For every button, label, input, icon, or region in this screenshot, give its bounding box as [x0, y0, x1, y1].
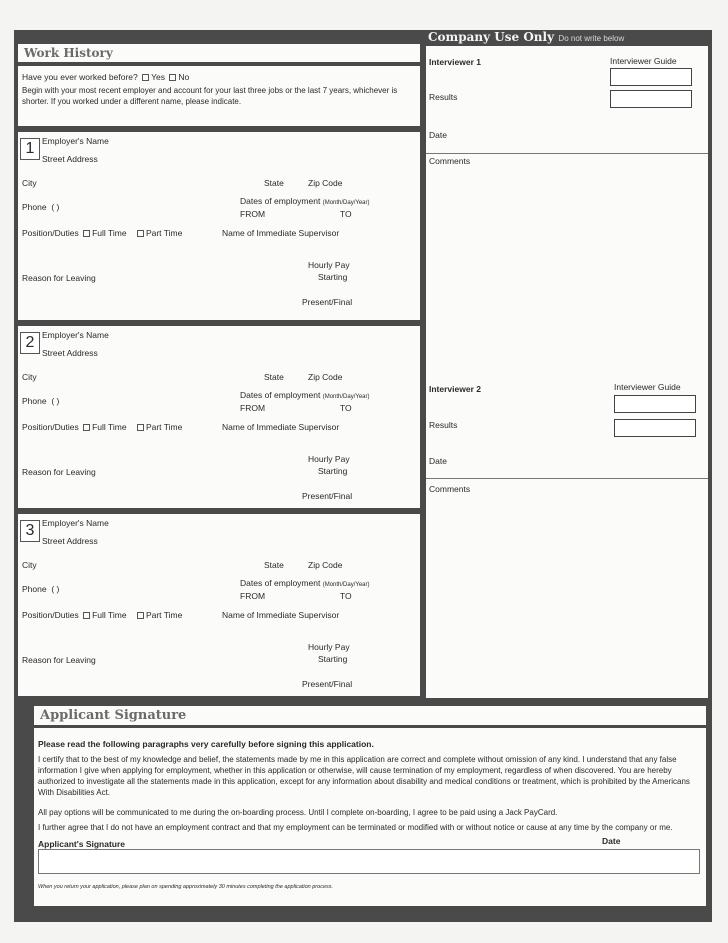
- interviewer-2-label: Interviewer 2: [429, 384, 481, 394]
- employer-name-label: Employer's Name: [42, 136, 109, 146]
- full-time-checkbox[interactable]: [83, 612, 90, 619]
- position-duties-label: Position/Duties Full Time Part Time: [22, 228, 183, 238]
- dates-of-employment-label: Dates of employment (Month/Day/Year): [240, 578, 370, 588]
- employer-number: 2: [20, 332, 40, 354]
- street-address-field[interactable]: [108, 534, 414, 546]
- work-history-instructions: Begin with your most recent employer and account for your last three jobs or the last 7 years, whichever is shorter. If you worked under a different name, please indicate.: [22, 86, 398, 106]
- from-label: FROM: [240, 591, 266, 601]
- employer-1-section: [18, 132, 420, 320]
- interviewer-1-results-box[interactable]: [610, 90, 692, 108]
- street-address-label: Street Address: [42, 348, 98, 358]
- state-label: State: [264, 178, 284, 188]
- hourly-pay-label: Hourly Pay: [308, 642, 350, 652]
- interviewer-2-results-box[interactable]: [614, 419, 696, 437]
- employment-contract-paragraph: I further agree that I do not have an employment contract and that my employment can be terminated or modified with or without notice or cause at any time by the company or me.: [38, 823, 673, 832]
- employer-3-section: [18, 514, 420, 696]
- part-time-checkbox[interactable]: [137, 612, 144, 619]
- starting-pay-label: Starting: [318, 654, 348, 664]
- position-duties-label: Position/Duties Full Time Part Time: [22, 422, 183, 432]
- reason-for-leaving-label: Reason for Leaving: [22, 655, 96, 665]
- interviewer-2-guide-box[interactable]: [614, 395, 696, 413]
- interviewer-1-date-label: Date: [429, 130, 447, 140]
- zip-code-label: Zip Code: [308, 178, 343, 188]
- starting-pay-label: Starting: [318, 272, 348, 282]
- street-address-field[interactable]: [108, 152, 414, 164]
- interviewer-2-results-label: Results: [429, 420, 458, 430]
- employer-number: 3: [20, 520, 40, 542]
- interviewer-2-date-label: Date: [429, 456, 447, 466]
- hourly-pay-label: Hourly Pay: [308, 454, 350, 464]
- interviewer-1-comments-area[interactable]: [426, 166, 708, 386]
- work-history-title: Work History: [18, 44, 420, 62]
- city-label: City: [22, 560, 37, 570]
- work-history-intro: [18, 66, 420, 126]
- company-use-panel: [426, 46, 708, 698]
- present-final-pay-label: Present/Final: [302, 491, 353, 501]
- footer-note: When you return your application, please plan on spending approximately 30 minutes completing the application process.: [38, 884, 334, 890]
- application-page: [14, 30, 712, 922]
- reason-for-leaving-label: Reason for Leaving: [22, 467, 96, 477]
- interviewer-1-comments-label: Comments: [429, 156, 471, 166]
- to-label: TO: [340, 403, 352, 413]
- employer-number: 1: [20, 138, 40, 160]
- signature-date-label: Date: [602, 836, 621, 846]
- interviewer-1-results-label: Results: [429, 92, 458, 102]
- present-final-pay-label: Present/Final: [302, 297, 353, 307]
- employer-name-field[interactable]: [118, 328, 414, 340]
- immediate-supervisor-label: Name of Immediate Supervisor: [222, 610, 340, 620]
- state-label: State: [264, 372, 284, 382]
- no-checkbox[interactable]: [169, 74, 176, 81]
- interviewer-guide-1-label: Interviewer Guide: [610, 56, 677, 66]
- street-address-label: Street Address: [42, 536, 98, 546]
- employer-name-field[interactable]: [118, 134, 414, 146]
- interviewer-1-label: Interviewer 1: [429, 57, 481, 67]
- signature-panel: [34, 728, 706, 906]
- employer-name-field[interactable]: [118, 516, 414, 528]
- phone-label: Phone ( ): [22, 396, 60, 406]
- zip-code-label: Zip Code: [308, 372, 343, 382]
- present-final-pay-label: Present/Final: [302, 679, 353, 689]
- signature-instructions-heading: Please read the following paragraphs very carefully before signing this application.: [38, 739, 374, 749]
- immediate-supervisor-label: Name of Immediate Supervisor: [222, 422, 340, 432]
- dates-of-employment-label: Dates of employment (Month/Day/Year): [240, 390, 370, 400]
- starting-pay-label: Starting: [318, 466, 348, 476]
- zip-code-label: Zip Code: [308, 560, 343, 570]
- position-duties-label: Position/Duties Full Time Part Time: [22, 610, 183, 620]
- employer-2-section: [18, 326, 420, 508]
- applicant-signature-label: Applicant's Signature: [38, 839, 126, 849]
- company-use-header: Company Use Only Do not write below: [428, 30, 625, 44]
- full-time-checkbox[interactable]: [83, 230, 90, 237]
- street-address-label: Street Address: [42, 154, 98, 164]
- interviewer-guide-2-label: Interviewer Guide: [614, 382, 681, 392]
- city-label: City: [22, 178, 37, 188]
- reason-for-leaving-label: Reason for Leaving: [22, 273, 96, 283]
- street-address-field[interactable]: [108, 346, 414, 358]
- pay-options-paragraph: All pay options will be communicated to me during the on-boarding process. Until I complete on-boarding, I agree to be paid using a Jack PayCard.: [38, 808, 558, 817]
- employer-name-label: Employer's Name: [42, 518, 109, 528]
- worked-before-question: Have you ever worked before? Yes No: [22, 72, 190, 82]
- full-time-checkbox[interactable]: [83, 424, 90, 431]
- state-label: State: [264, 560, 284, 570]
- interviewer-2-comments-label: Comments: [429, 484, 471, 494]
- employer-name-label: Employer's Name: [42, 330, 109, 340]
- applicant-signature-field[interactable]: [38, 849, 700, 874]
- phone-label: Phone ( ): [22, 202, 60, 212]
- from-label: FROM: [240, 209, 266, 219]
- interviewer-1-guide-box[interactable]: [610, 68, 692, 86]
- from-label: FROM: [240, 403, 266, 413]
- certification-paragraph: I certify that to the best of my knowledge and belief, the statements made by me in this application are correct and complete without omission of any kind. I understand that any false information I give when applying for employment, whether in this application or otherwise, will cause termination of my employment, regardless of when discovered. You are hereby authorized to investigate all the statements made in this application, except for any information about disability and medical conditions or treatment, which is prohibited by the Americans With Disabilities Act.: [38, 755, 690, 797]
- immediate-supervisor-label: Name of Immediate Supervisor: [222, 228, 340, 238]
- part-time-checkbox[interactable]: [137, 230, 144, 237]
- applicant-signature-title: Applicant Signature: [34, 706, 706, 725]
- to-label: TO: [340, 209, 352, 219]
- city-label: City: [22, 372, 37, 382]
- phone-label: Phone ( ): [22, 584, 60, 594]
- hourly-pay-label: Hourly Pay: [308, 260, 350, 270]
- part-time-checkbox[interactable]: [137, 424, 144, 431]
- to-label: TO: [340, 591, 352, 601]
- interviewer-2-comments-area[interactable]: [426, 496, 708, 696]
- yes-checkbox[interactable]: [142, 74, 149, 81]
- dates-of-employment-label: Dates of employment (Month/Day/Year): [240, 196, 370, 206]
